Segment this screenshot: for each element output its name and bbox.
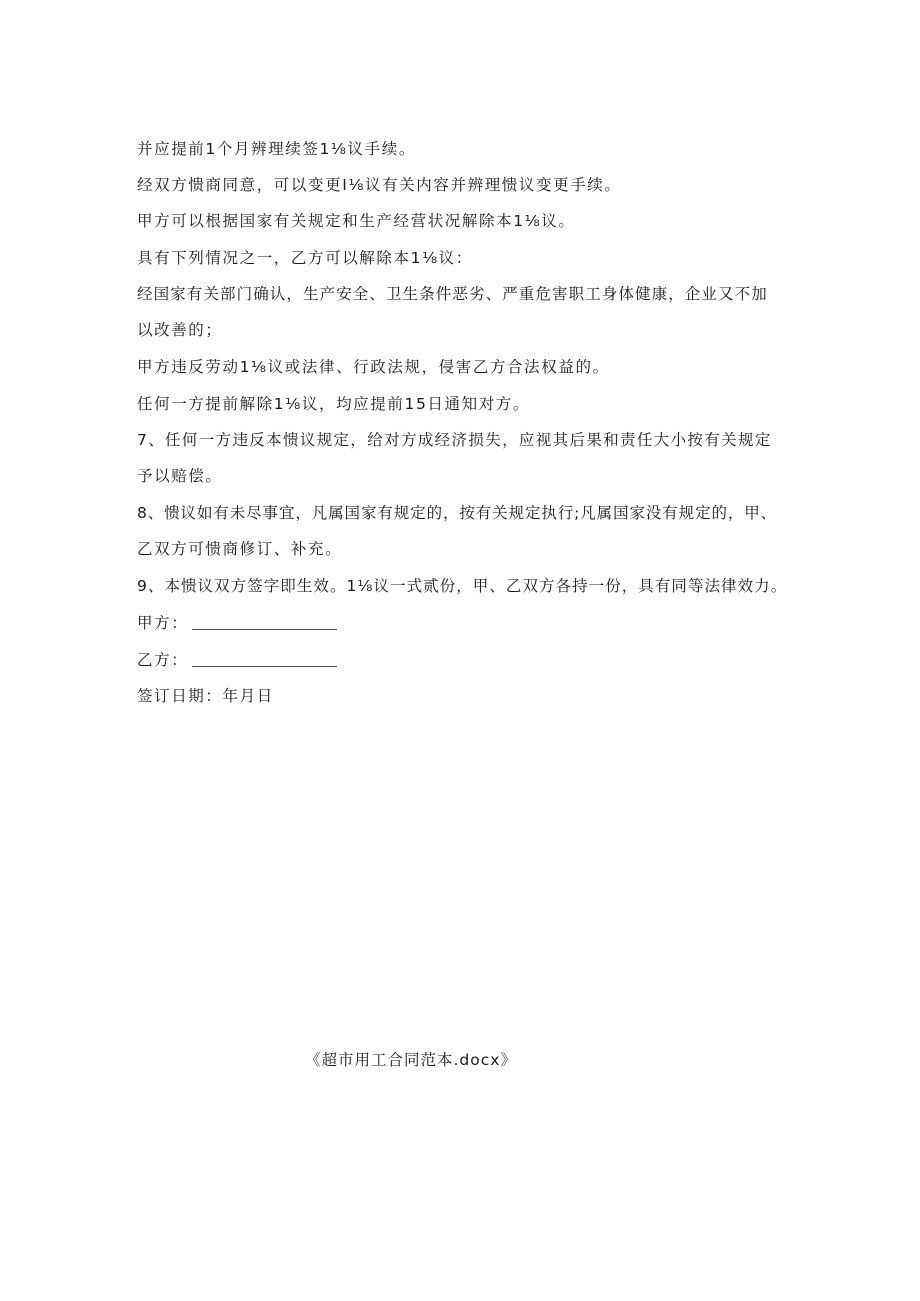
contract-line-1: 并应提前1个月辨理续签1⅛议手续。	[137, 140, 416, 158]
contract-line-9: 7、任何一方违反本愦议规定，给对方成经济损失，应视其后果和责任大小按有关规定	[137, 431, 772, 449]
document-footer-filename: 《超市用工合同范本.docx》	[305, 1051, 517, 1069]
contract-line-8: 任何一方提前解除1⅛议，均应提前15日通知对方。	[137, 395, 531, 413]
contract-line-5: 经国家有关部门确认，生产安全、卫生条件恶劣、严重危害职工身体健康，企业又不加	[137, 285, 768, 303]
contract-line-7: 甲方违反劳动1⅛议或法律、行政法规，侵害乙方合法权益的。	[137, 358, 610, 376]
party-b-label: 乙方：	[137, 651, 189, 669]
party-a-signature-line	[192, 629, 337, 630]
party-a-label: 甲方：	[137, 614, 189, 632]
contract-line-13: 9、本愦议双方签字即生效。1⅛议一式贰份，甲、乙双方各持一份，具有同等法律效力。	[137, 577, 788, 595]
contract-line-10: 予以赔偿。	[137, 467, 223, 485]
contract-line-4: 具有下列情况之一，乙方可以解除本1⅛议：	[137, 249, 473, 267]
contract-line-2: 经双方愦商同意，可以变更I⅛议有关内容并辨理愦议变更手续。	[137, 176, 622, 194]
contract-line-3: 甲方可以根据国家有关规定和生产经营状况解除本1⅛议。	[137, 212, 576, 230]
contract-line-11: 8、愦议如有未尽事宜，凡属国家有规定的，按有关规定执行;凡属国家没有规定的，甲、	[137, 504, 778, 522]
party-b-signature-line	[192, 666, 337, 667]
contract-line-6: 以改善的；	[137, 321, 223, 339]
signing-date-label: 签订日期：年月日	[137, 687, 274, 705]
contract-line-12: 乙双方可愦商修订、补充。	[137, 540, 343, 558]
